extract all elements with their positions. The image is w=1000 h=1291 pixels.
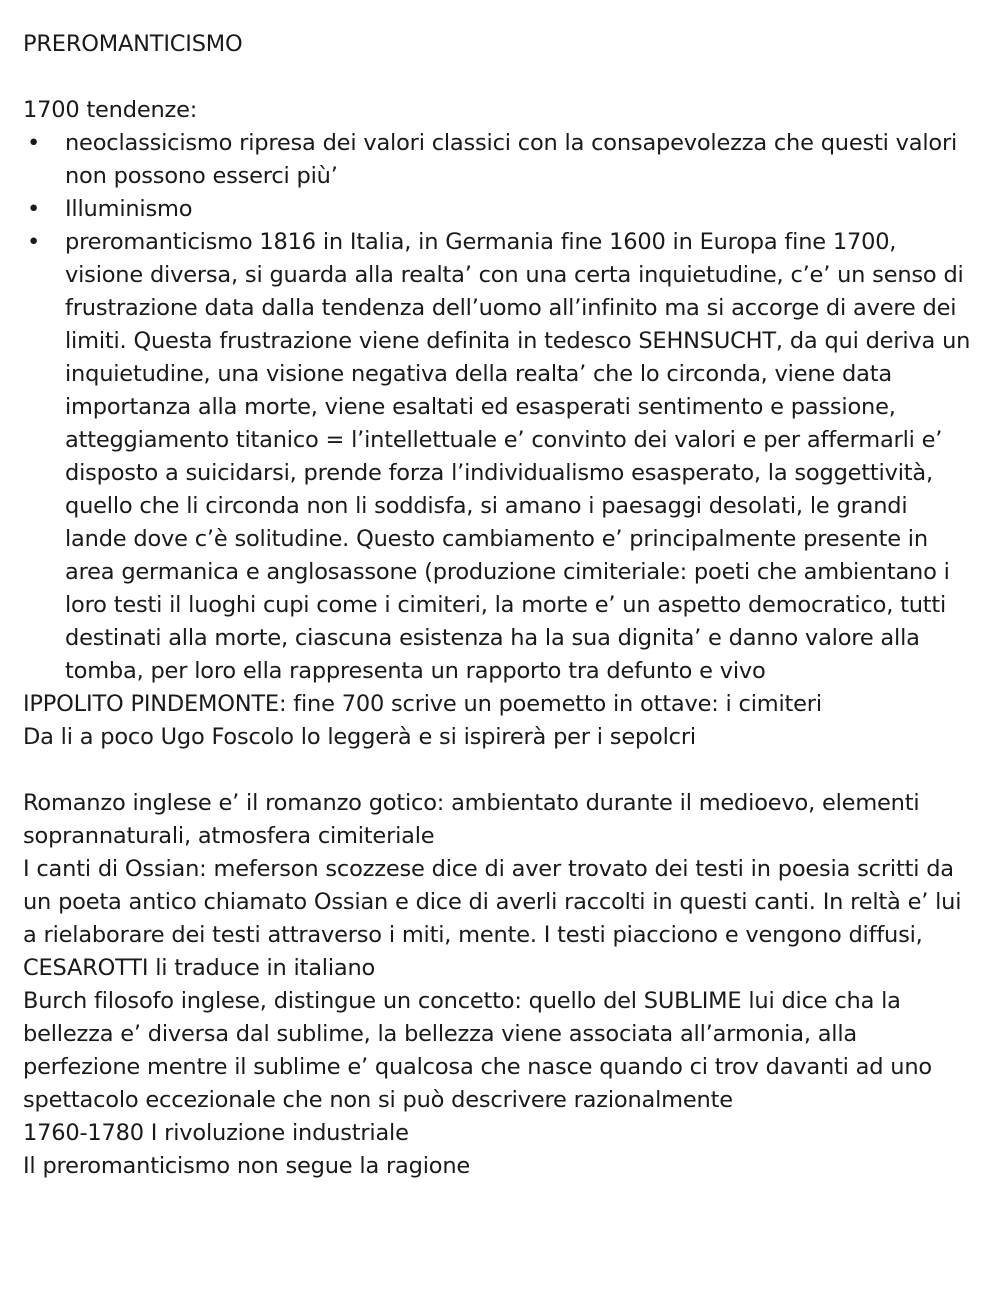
blank-line [23,61,973,94]
document-title: PREROMANTICISMO [23,31,243,57]
document-page [23,28,973,1183]
list-item [23,226,973,688]
blank-line [23,754,973,787]
list-item-text: neoclassicismo ripresa dei valori classici con la consapevolezza che questi valori non possono esserci più’ [65,130,958,189]
intro-line: 1700 tendenze: [23,97,198,123]
paragraph: 1760-1780 I rivoluzione industriale [23,1120,409,1146]
bullet-icon: • [27,229,41,255]
paragraph: IPPOLITO PINDEMONTE: fine 700 scrive un poemetto in ottave: i cimiteri [23,691,822,717]
list-item-text: preromanticismo 1816 in Italia, in Germania fine 1600 in Europa fine 1700, visione diversa, si guarda alla realta’ con una certa inquietudine, c’e’ un senso di frustrazione data dalla tendenza dell’uomo all’infinito ma si accorge di avere dei limiti. Questa frustrazione viene definita in tedesco SEHNSUCHT, da qui deriva un inquietudine, una visione negativa della realta’ che lo circonda, viene data importanza alla morte, viene esaltati ed esasperati sentimento e passione, atteggiamento titanico = l’intellettuale e’ convinto dei valori e per affermarli e’ disposto a suicidarsi, prende forza l’individualismo esasperato, la soggettività, quello che li circonda non li soddisfa, si amano i paesaggi desolati, le grandi lande dove c’è solitudine. Questo cambiamento e’ principalmente presente in area germanica e anglosassone (produzione cimiteriale: poeti che ambientano i loro testi il luoghi cupi come i cimiteri, la morte e’ un aspetto democratico, tutti destinati alla morte, ciascuna esistenza ha la sua dignita’ e danno valore alla tomba, per loro ella rappresenta un rapporto tra defunto e vivo [65,229,971,684]
paragraph: Burch filosofo inglese, distingue un concetto: quello del SUBLIME lui dice cha la bellezza e’ diversa dal sublime, la bellezza viene associata all’armonia, alla perfezione mentre il sublime e’ qualcosa che nasce quando ci trov davanti ad uno spettacolo eccezionale che non si può descrivere razionalmente [23,988,932,1113]
bullet-icon: • [27,130,41,156]
paragraph: I canti di Ossian: meferson scozzese dice di aver trovato dei testi in poesia scritti da un poeta antico chiamato Ossian e dice di averli raccolti in questi canti. In reltà e’ lui a rielaborare dei testi attraverso i miti, mente. I testi piacciono e vengono diffusi, CESAROTTI li traduce in italiano [23,856,962,981]
list-item [23,193,973,226]
list-item [23,127,973,193]
bullet-icon: • [27,196,41,222]
list-item-text: Illuminismo [65,196,193,222]
paragraph: Romanzo inglese e’ il romanzo gotico: ambientato durante il medioevo, elementi soprannaturali, atmosfera cimiteriale [23,790,920,849]
paragraph: Da li a poco Ugo Foscolo lo leggerà e si ispirerà per i sepolcri [23,724,696,750]
tendencies-list [23,127,973,688]
paragraph: Il preromanticismo non segue la ragione [23,1153,471,1179]
